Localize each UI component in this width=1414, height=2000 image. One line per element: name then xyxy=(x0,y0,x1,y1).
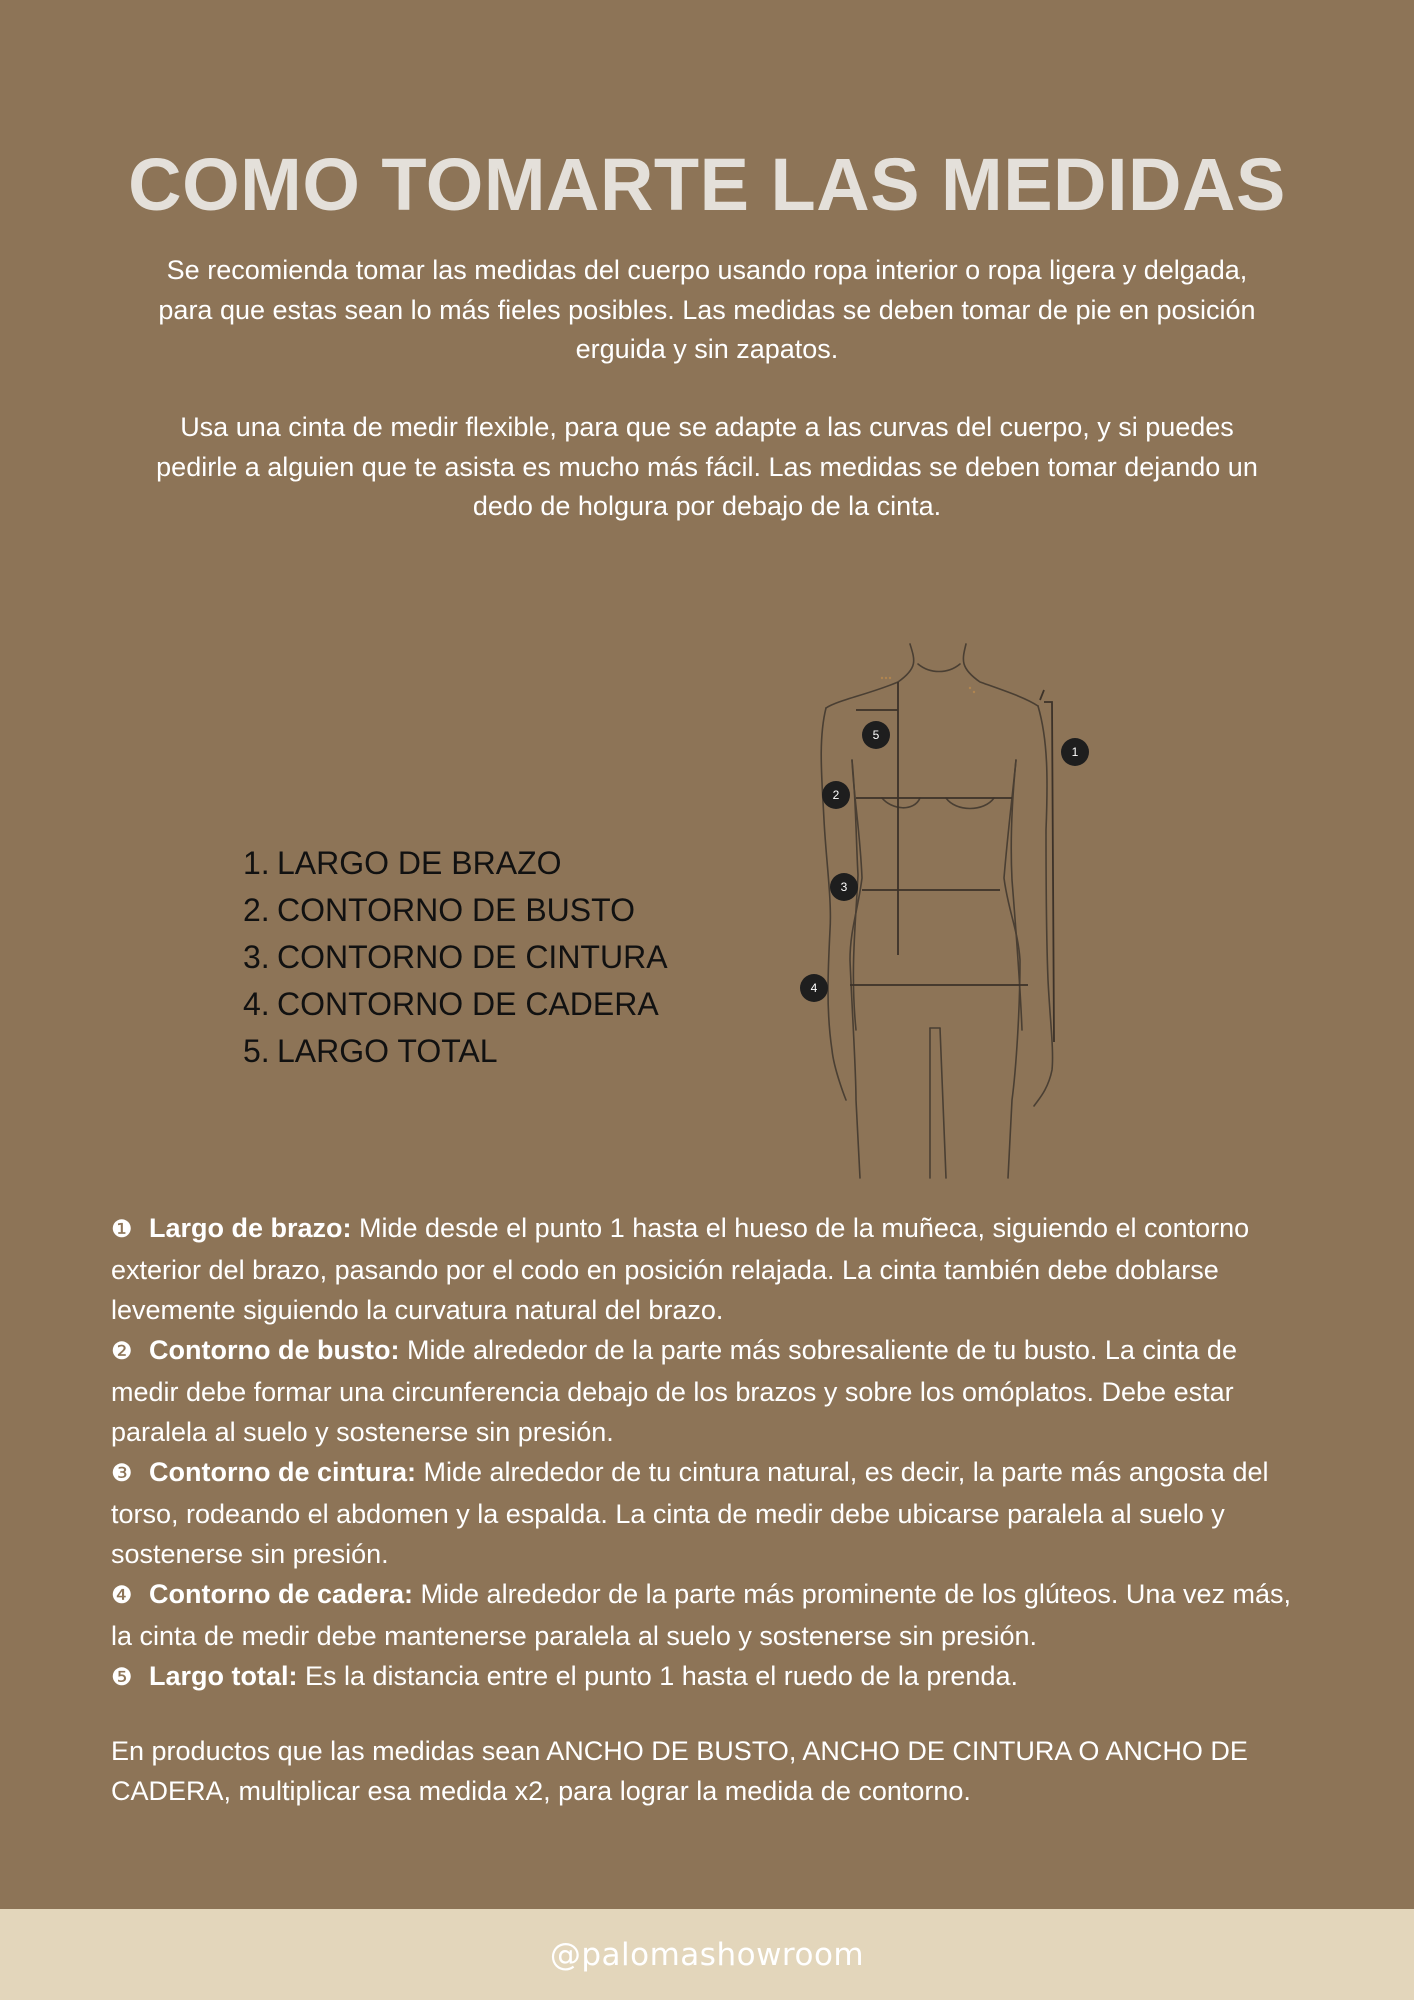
instruction-term: Contorno de busto: xyxy=(149,1335,400,1365)
measurement-number: 5. xyxy=(243,1033,270,1069)
number-3-icon: ❸ xyxy=(111,1460,133,1487)
instruction-text: Es la distancia entre el punto 1 hasta el ruedo de la prenda. xyxy=(297,1661,1018,1691)
marker-2-label: 2 xyxy=(832,788,840,802)
measurement-list-item xyxy=(243,840,763,887)
marker-5 xyxy=(862,721,890,749)
measurement-list-item xyxy=(243,981,763,1028)
instruction-term: Contorno de cadera: xyxy=(149,1579,414,1609)
instruction-term: Contorno de cintura: xyxy=(149,1457,416,1487)
instruction-hip xyxy=(111,1574,1311,1656)
measurement-number: 3. xyxy=(243,939,270,975)
measurement-label: LARGO TOTAL xyxy=(277,1033,498,1069)
instruction-bust xyxy=(111,1330,1311,1452)
marker-3-label: 3 xyxy=(840,880,848,894)
measurement-instructions xyxy=(111,1208,1311,1698)
number-5-icon: ❺ xyxy=(111,1664,133,1691)
marker-1-label: 1 xyxy=(1071,745,1079,759)
measurement-label: CONTORNO DE BUSTO xyxy=(277,892,635,928)
instruction-text: Mide alrededor de la parte más prominente de los glúteos. Una vez más, la cinta de medir debe mantenerse paralela al suelo y sostenerse sin presión. xyxy=(111,1579,1291,1651)
width-note: En productos que las medidas sean ANCHO DE BUSTO, ANCHO DE CINTURA O ANCHO DE CADERA, multiplicar esa medida x2, para lograr la medida de contorno. xyxy=(111,1736,1248,1806)
measurement-label: CONTORNO DE CINTURA xyxy=(277,939,668,975)
marker-3 xyxy=(830,873,858,901)
tape-marks xyxy=(881,677,975,693)
instruction-text: Mide desde el punto 1 hasta el hueso de la muñeca, siguiendo el contorno exterior del brazo, pasando por el codo en posición relajada. La cinta también debe doblarse levemente siguiendo la curvatura natural del brazo. xyxy=(111,1213,1250,1325)
measurement-number: 2. xyxy=(243,892,270,928)
footer-band xyxy=(0,1909,1414,2000)
measurement-list xyxy=(243,840,763,1075)
measurement-number: 1. xyxy=(243,845,270,881)
marker-2 xyxy=(822,781,850,809)
footer-handle: @palomashowroom xyxy=(549,1936,865,1973)
marker-5-label: 5 xyxy=(872,728,880,742)
marker-4 xyxy=(800,974,828,1002)
marker-1 xyxy=(1061,738,1089,766)
number-1-icon: ❶ xyxy=(111,1216,133,1243)
instruction-term: Largo total: xyxy=(149,1661,298,1691)
instruction-term: Largo de brazo: xyxy=(149,1213,352,1243)
body-measurement-figure xyxy=(790,630,1110,1185)
measurement-list-item xyxy=(243,887,763,934)
page-title: COMO TOMARTE LAS MEDIDAS xyxy=(128,143,1286,226)
measurement-label: LARGO DE BRAZO xyxy=(277,845,562,881)
intro-paragraph-2: Usa una cinta de medir flexible, para que se adapte a las curvas del cuerpo, y si puedes pedirle a alguien que te asista es mucho más fácil. Las medidas se deben tomar dejando un dedo de holgura por debajo de la cinta. xyxy=(156,412,1258,521)
instruction-arm-length xyxy=(111,1208,1311,1330)
body-outline xyxy=(821,644,1052,1178)
intro-paragraph-1: Se recomienda tomar las medidas del cuerpo usando ropa interior o ropa ligera y delgada, para que estas sean lo más fieles posibles. Las medidas se deben tomar de pie en posición erguida y sin zapatos. xyxy=(158,255,1256,364)
marker-4-label: 4 xyxy=(810,981,818,995)
measurement-label: CONTORNO DE CADERA xyxy=(277,986,659,1022)
measurement-number: 4. xyxy=(243,986,270,1022)
instruction-text: Mide alrededor de la parte más sobresaliente de tu busto. La cinta de medir debe formar una circunferencia debajo de los brazos y sobre los omóplatos. Debe estar paralela al suelo y sostenerse sin presión. xyxy=(111,1335,1237,1447)
number-2-icon: ❷ xyxy=(111,1338,133,1365)
measurement-list-item xyxy=(243,1028,763,1075)
number-4-icon: ❹ xyxy=(111,1582,133,1609)
instruction-waist xyxy=(111,1452,1311,1574)
measurement-list-item xyxy=(243,934,763,981)
instruction-total-length xyxy=(111,1656,1311,1698)
instruction-text: Mide alrededor de tu cintura natural, es decir, la parte más angosta del torso, rodeando el abdomen y la espalda. La cinta de medir debe ubicarse paralela al suelo y sostenerse sin presión. xyxy=(111,1457,1269,1569)
